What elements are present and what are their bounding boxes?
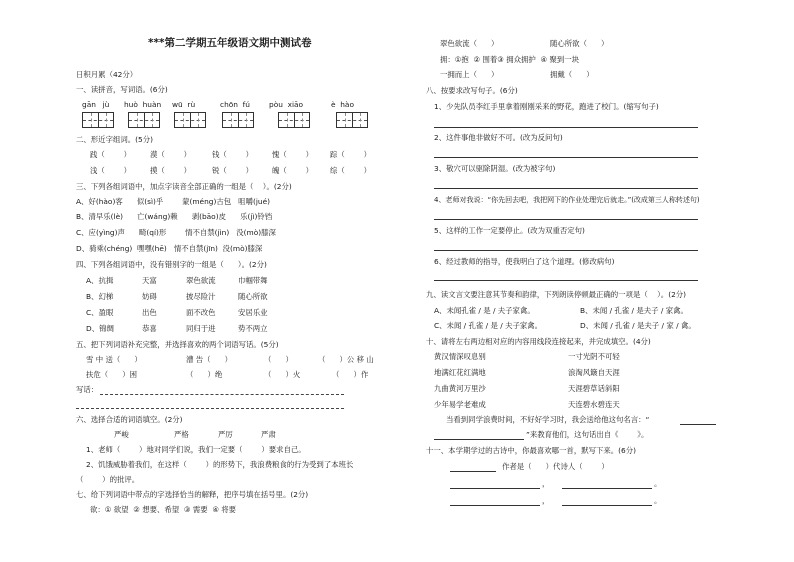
- q10-heading: 十、请将左右两边相对应的内容用线段连接起来，并完成填空。(4分): [426, 337, 651, 346]
- q3-heading: 三、下列各组词语中，加点字读音全部正确的一组是（ ）。(2分): [76, 182, 292, 191]
- q10-fill-1: 当看到同学浪费时间，不好好学习时，我会送给他这句名言：“: [446, 415, 650, 424]
- tianzige-box: [222, 112, 254, 128]
- q10-right: 天涯碧草话斜阳: [568, 384, 620, 393]
- q4-cell: 出色: [142, 308, 157, 317]
- comma: ，: [542, 496, 550, 505]
- q7-definitions-2: 拥：①抱 ② 围着③ 拥众拥护 ④ 聚到一块: [440, 55, 580, 64]
- q9-heading: 九、读文言文要注意其节奏和韵律，下列朗读停顿最正确的一项是（ ）。(2分): [426, 290, 687, 299]
- answer-line[interactable]: [434, 127, 698, 128]
- q7-item: 拥戴（ ）: [550, 70, 594, 79]
- q2-word: 魄（ ）: [272, 166, 313, 175]
- q6-heading: 六、选择合适的词语填空。(2分): [76, 415, 183, 424]
- tianzige-box: [128, 112, 160, 128]
- q3-option-a: A、好(hào)客 似(sì)乎 蒙(méng)古包 咀嚼(jué): [76, 197, 271, 206]
- answer-line[interactable]: [434, 219, 698, 220]
- writing-line[interactable]: [76, 408, 344, 409]
- q9-option-a: A、未闻孔雀 / 是 / 夫子家禽。: [434, 306, 535, 315]
- section-heading: 日积月累（42分）: [76, 70, 138, 79]
- q6-sentence-2-cont: （ ）的批评。: [76, 475, 140, 484]
- q4-cell: 巾帼带舞: [238, 276, 268, 285]
- pinyin-1: gān jù: [82, 100, 110, 109]
- q6-option: 严厉: [218, 430, 233, 439]
- q2-word: 综（ ）: [330, 166, 371, 175]
- q5-blank: （ ）绝: [186, 370, 223, 379]
- q8-item-5: 5、这样的工作一定要停止。(改为双重否定句): [434, 226, 585, 235]
- q6-option: 严肃: [261, 430, 276, 439]
- pinyin-6: è hào: [331, 100, 354, 109]
- q6-option: 严峻: [114, 430, 129, 439]
- write-label: 写话：: [76, 385, 99, 394]
- q10-left: 九曲黄河万里沙: [434, 384, 486, 393]
- pinyin-3: wū rù: [172, 100, 196, 109]
- period: 。: [654, 496, 662, 505]
- answer-line[interactable]: [434, 157, 698, 158]
- period: 。: [654, 479, 662, 488]
- q3-option-c: C、应(yìng)声 畸(qí)形 情不自禁(jìn) 没(mò)膝深: [76, 228, 276, 237]
- pinyin-5: pòu xiāo: [269, 100, 304, 109]
- answer-line[interactable]: [434, 250, 698, 251]
- comma: ，: [542, 479, 550, 488]
- tianzige-box: [82, 112, 114, 128]
- q4-heading: 四、下列各组词语中，没有错别字的一组是（ ）。(2分): [76, 260, 267, 269]
- q7-definitions: 欲：① 欲望 ② 想要、希望 ③ 需要 ④ 将要: [90, 505, 237, 514]
- poem-line[interactable]: [450, 505, 540, 506]
- q10-right: 浪淘风簸自天涯: [568, 368, 620, 377]
- q4-cell: 随心所欲: [238, 292, 268, 301]
- q7-item: 翠色欲流（ ）: [440, 39, 499, 48]
- q5-blank: （ ）作: [332, 370, 369, 379]
- q2-word: 漠（ ）: [150, 150, 191, 159]
- poem-line[interactable]: [450, 488, 540, 489]
- q4-cell: 披尽险汁: [186, 292, 216, 301]
- q5-blank: （ ）公 移 山: [318, 355, 374, 364]
- q5-blank: （ ）火: [264, 370, 301, 379]
- q4-cell: 同归于进: [186, 324, 216, 333]
- q2-word: 践（ ）: [90, 150, 131, 159]
- q8-item-1: 1、少先队员李红手里拿着刚刚采来的野花，跑进了校门。(缩写句子): [434, 102, 659, 111]
- q4-cell: 势不两立: [238, 324, 268, 333]
- q8-item-2: 2、这件事他非做好不可。(改为反问句): [434, 133, 563, 142]
- q8-item-4: 4、老师对我说：“你先回去吧，我把网下的作业处理完后就走。”(改成第三人称转述句): [434, 196, 700, 204]
- q10-left: 少年易学老难成: [434, 400, 486, 409]
- q7-heading: 七、给下列词语中带点的字选择恰当的解释，把序号填在括号里。(2分): [76, 490, 309, 499]
- q10-left: 黄汉情深叹息别: [434, 352, 486, 361]
- q6-option: 严格: [174, 430, 189, 439]
- q4-cell: B、幻梯: [86, 292, 114, 301]
- q2-heading: 二、形近字组词。(5分): [76, 135, 153, 144]
- q6-sentence-2: 2、饥饿威胁着我们，在这样（ ）的形势下，我浪费粮食的行为受到了本班长: [86, 460, 354, 469]
- q2-word: 浅（ ）: [90, 166, 131, 175]
- poem-line[interactable]: [562, 488, 652, 489]
- q9-option-c: C、未闻 / 孔雀 / 是 / 夫子家禽。: [434, 321, 543, 330]
- q10-fill-2: ”来教育他们，这句话出自《 》。: [526, 430, 649, 439]
- fill-line[interactable]: [434, 439, 524, 440]
- answer-line[interactable]: [434, 188, 698, 189]
- q2-word: 锐（ ）: [212, 166, 253, 175]
- pinyin-2: huò huàn: [124, 100, 162, 109]
- q4-cell: C、盈眼: [86, 308, 114, 317]
- q2-word: 愧（ ）: [272, 150, 313, 159]
- exam-title: ***第二学期五年级语文期中测试卷: [148, 37, 312, 49]
- q9-option-d: D、未闻 / 孔雀 / 是夫子 / 家 / 禽。: [580, 321, 696, 330]
- q5-blank: 漕 告（ ）: [186, 355, 233, 364]
- q4-cell: D、锦绸: [86, 324, 114, 333]
- q3-option-d: D、骑乘(chéng) 嘿嘿(hē) 情不自禁(jīn) 没(mò)膝深: [76, 244, 263, 253]
- tianzige-box: [336, 112, 368, 128]
- writing-line[interactable]: [100, 394, 344, 395]
- pinyin-4: chōn fú: [220, 100, 250, 109]
- poem-line[interactable]: [562, 505, 652, 506]
- q2-word: 踪（ ）: [330, 150, 371, 159]
- q7-item: 一拥而上（ ）: [440, 70, 499, 79]
- q10-right: 天连碧水碧连天: [568, 400, 620, 409]
- q5-heading: 五、把下列词语补充完整，并选择喜欢的两个词语写话。(5分): [76, 340, 279, 349]
- q4-cell: 面不改色: [186, 308, 216, 317]
- tianzige-box: [278, 112, 310, 128]
- q1-heading: 一、读拼音，写词语。(6分): [76, 85, 168, 94]
- q6-sentence-1: 1、老师（ ）地对同学们说，我们一定要（ ）要求自己。: [86, 445, 306, 454]
- q8-item-6: 6、经过教师的指导，使我明白了这个道理。(修改病句): [434, 257, 615, 266]
- q2-word: 钱（ ）: [212, 150, 253, 159]
- q10-left: 地满红花红满地: [434, 368, 486, 377]
- q4-cell: 安居乐业: [238, 308, 268, 317]
- q4-cell: 妨碍: [142, 292, 157, 301]
- q5-blank: 雪 中 送（ ）: [86, 355, 142, 364]
- q11-heading: 十一、本学期学过的古诗中，你最喜欢哪一首，默写下来。(6分): [426, 446, 637, 455]
- q10-right: 一寸光阴不可轻: [568, 352, 620, 361]
- fill-line[interactable]: [450, 471, 496, 472]
- q5-blank: （ ）: [264, 355, 293, 364]
- q11-author: 作者是（ ）代诗人（ ）: [502, 462, 609, 471]
- q5-blank: 扶危（ ）困: [86, 370, 138, 379]
- q7-item: 随心所欲（ ）: [550, 39, 609, 48]
- q8-item-3: 3、敬穴可以驱除阴湿。(改为被字句): [434, 164, 556, 173]
- q4-cell: 恭喜: [142, 324, 157, 333]
- q2-word: 摸（ ）: [150, 166, 191, 175]
- answer-line[interactable]: [434, 280, 698, 281]
- tianzige-box: [174, 112, 206, 128]
- q4-cell: 翠色欲流: [186, 276, 216, 285]
- q4-cell: 天富: [142, 276, 157, 285]
- fill-line[interactable]: [680, 424, 716, 425]
- q8-heading: 八、按要求改写句子。(6分): [426, 86, 518, 95]
- q3-option-b: B、清早乐(lè) 亡(wáng)赖 剥(bāo)皮 乐(jì)铃铛: [76, 212, 273, 221]
- q4-cell: A、抗揖: [86, 276, 114, 285]
- q9-option-b: B、未闻 / 孔雀 / 是夫子 / 家禽。: [580, 306, 688, 315]
